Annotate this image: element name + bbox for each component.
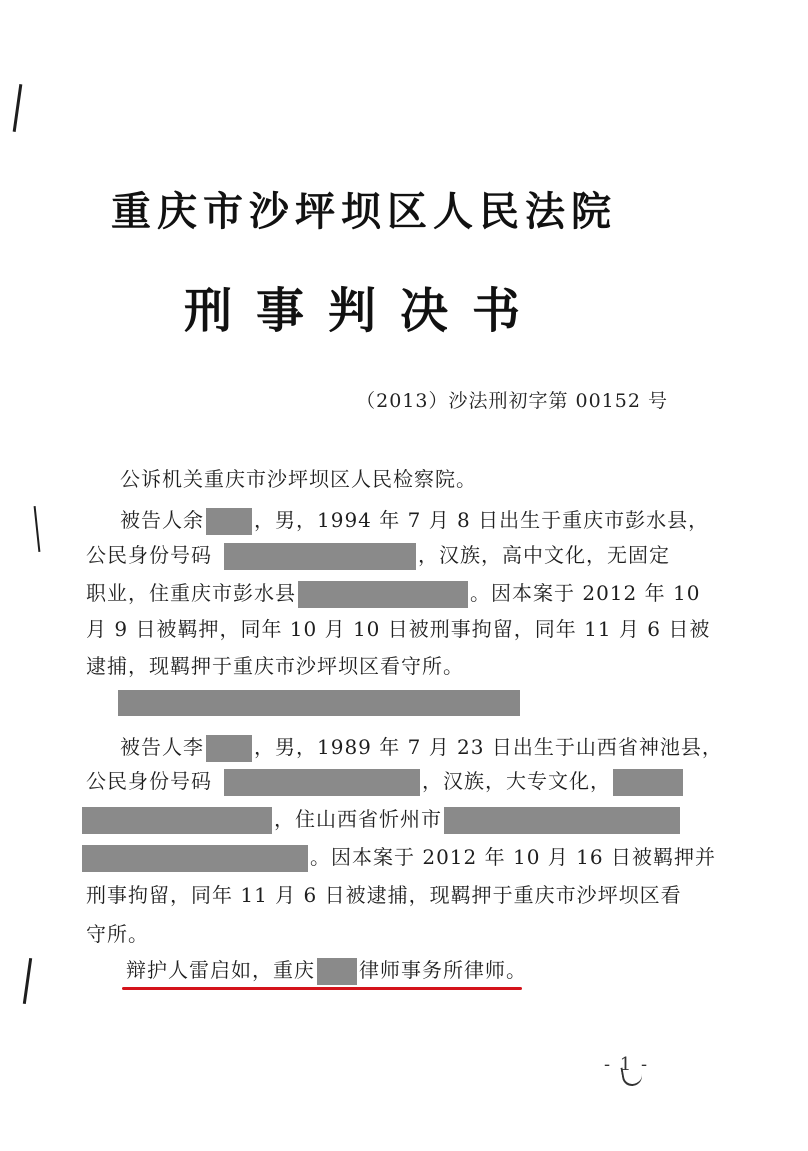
defender-text: 辩护人雷启如，重庆 (126, 958, 315, 982)
defendant1-text: ，男，1994 年 7 月 8 日出生于重庆市彭水县， (254, 508, 710, 532)
page-number: - 1 - (604, 1054, 650, 1075)
document-title: 刑事判决书 (183, 283, 544, 339)
redaction-block (444, 807, 680, 834)
redaction-block (206, 735, 252, 762)
defendant2-line6: 守所。 (86, 922, 149, 946)
defendant1-line2 (86, 538, 670, 572)
defendant2-text: 。因本案于 2012 年 10 月 16 日被羁押并 (310, 845, 716, 869)
defendant2-line5: 刑事拘留，同年 11 月 6 日被逮捕，现羁押于重庆市沙坪坝区看 (86, 883, 682, 907)
defendant1-line3 (86, 576, 700, 610)
handwritten-check-mark (620, 1064, 643, 1087)
margin-pen-mark (23, 958, 32, 1004)
defendant2-line1 (120, 730, 723, 764)
redaction-block (82, 845, 308, 872)
prosecutor-line: 公诉机关重庆市沙坪坝区人民检察院。 (120, 467, 477, 491)
redaction-block (613, 769, 683, 796)
redaction-block (224, 769, 420, 796)
defendant2-text: 被告人李 (120, 735, 204, 759)
redaction-block (118, 690, 520, 716)
redaction-block (82, 807, 272, 834)
defendant2-line4 (80, 840, 716, 874)
defendant1-text: 。因本案于 2012 年 10 (470, 581, 701, 605)
defendant2-line2 (86, 764, 685, 798)
defendant2-line3 (80, 802, 682, 836)
margin-pen-mark (34, 506, 41, 552)
defendant1-text: 公民身份号码 (86, 543, 212, 567)
redaction-block (224, 543, 416, 570)
redaction-block (298, 581, 468, 608)
defendant1-line1 (120, 503, 709, 537)
defendant1-text: 被告人余 (120, 508, 204, 532)
defendant1-text: 职业，住重庆市彭水县 (86, 581, 296, 605)
defendant2-text: ，住山西省忻州市 (274, 807, 442, 831)
defender-text: 律师事务所律师。 (359, 958, 527, 982)
defendant1-line4: 月 9 日被羁押，同年 10 月 10 日被刑事拘留，同年 11 月 6 日被 (86, 617, 711, 641)
case-number: （2013）沙法刑初字第 00152 号 (356, 390, 668, 412)
court-name: 重庆市沙坪坝区人民法院 (111, 188, 617, 235)
defender-line (126, 953, 527, 987)
defendant2-text: ，男，1989 年 7 月 23 日出生于山西省神池县， (254, 735, 723, 759)
redaction-block (206, 508, 252, 535)
margin-pen-mark (13, 84, 23, 132)
defendant1-line5: 逮捕，现羁押于重庆市沙坪坝区看守所。 (86, 654, 464, 678)
redaction-block (317, 958, 357, 985)
defendant2-text: ，汉族，大专文化， (422, 769, 611, 793)
defendant1-text: ，汉族，高中文化，无固定 (418, 543, 670, 567)
defendant2-text: 公民身份号码 (86, 769, 212, 793)
red-underline (122, 987, 522, 990)
